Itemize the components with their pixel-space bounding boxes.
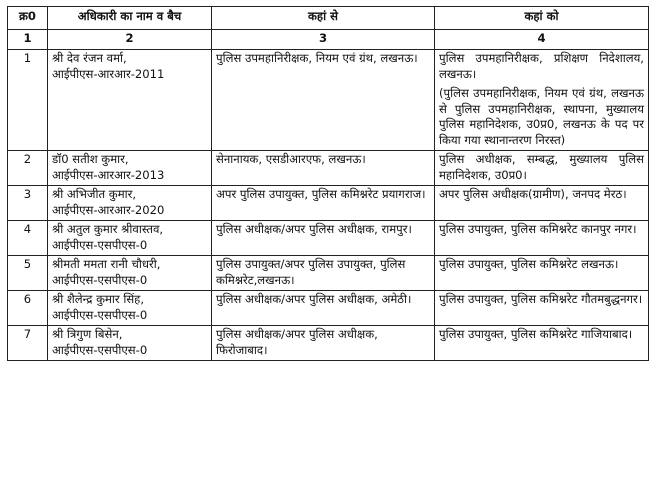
officer-name: डॉ0 सतीश कुमार,: [52, 152, 129, 166]
from-posting: पुलिस अधीक्षक/अपर पुलिस अधीक्षक, रामपुर।: [212, 221, 435, 256]
header-serial: क्र0: [8, 7, 48, 30]
from-posting: अपर पुलिस उपायुक्त, पुलिस कमिश्नरेट प्रयागराज।: [212, 186, 435, 221]
officer-cell: [48, 221, 212, 256]
column-index: 1: [8, 30, 48, 50]
officer-name: श्री अभिजीत कुमार,: [52, 187, 137, 201]
officer-name: श्री देव रंजन वर्मा,: [52, 51, 127, 65]
officer-batch: आईपीएस-आरआर-2013: [52, 167, 165, 182]
table-row: [8, 151, 649, 186]
to-posting: पुलिस उपायुक्त, पुलिस कमिश्नरेट लखनऊ।: [435, 256, 649, 291]
table-row: [8, 50, 649, 151]
from-posting: पुलिस उपायुक्त/अपर पुलिस उपायुक्त, पुलिस कमिश्नरेट,लखनऊ।: [212, 256, 435, 291]
transfer-list: [7, 6, 649, 361]
cancellation-note: (पुलिस उपमहानिरीक्षक, नियम एवं ग्रंथ, लखनऊ से पुलिस उपमहानिरीक्षक, स्थापना, मुख्यालय पुलिस महानिदेशक, उ0प्र0, लखनऊ के पद पर किया गया स्थानान्तरण निरस्त): [439, 86, 644, 147]
officer-cell: [48, 186, 212, 221]
column-index: 2: [48, 30, 212, 50]
serial-number: 3: [8, 186, 48, 221]
transfer-table: [7, 6, 649, 361]
serial-number: 4: [8, 221, 48, 256]
column-index: 4: [435, 30, 649, 50]
officer-cell: [48, 291, 212, 326]
officer-cell: [48, 326, 212, 361]
officer-name: श्री शैलेन्द्र कुमार सिंह,: [52, 292, 145, 306]
serial-number: 7: [8, 326, 48, 361]
to-posting: पुलिस उपमहानिरीक्षक, प्रशिक्षण निदेशालय, लखनऊ।: [439, 51, 644, 81]
to-posting-cell: [435, 50, 649, 151]
officer-name: श्रीमती ममता रानी चौधरी,: [52, 257, 161, 271]
header-row: [8, 7, 649, 30]
from-posting: पुलिस अधीक्षक/अपर पुलिस अधीक्षक, फिरोजाबाद।: [212, 326, 435, 361]
officer-cell: [48, 256, 212, 291]
officer-cell: [48, 50, 212, 151]
header-from: कहां से: [212, 7, 435, 30]
officer-batch: आईपीएस-एसपीएस-0: [52, 272, 148, 287]
serial-number: 6: [8, 291, 48, 326]
to-posting: पुलिस अधीक्षक, सम्बद्ध, मुख्यालय पुलिस महानिदेशक, उ0प्र0।: [435, 151, 649, 186]
column-index-row: [8, 30, 649, 50]
table-row: [8, 221, 649, 256]
header-to: कहां को: [435, 7, 649, 30]
table-row: [8, 186, 649, 221]
officer-name: श्री त्रिगुण बिसेन,: [52, 327, 123, 341]
to-posting: पुलिस उपायुक्त, पुलिस कमिश्नरेट कानपुर नगर।: [435, 221, 649, 256]
table-row: [8, 291, 649, 326]
column-index: 3: [212, 30, 435, 50]
to-posting: पुलिस उपायुक्त, पुलिस कमिश्नरेट गौतमबुद्धनगर।: [435, 291, 649, 326]
serial-number: 1: [8, 50, 48, 151]
serial-number: 2: [8, 151, 48, 186]
to-posting: अपर पुलिस अधीक्षक(ग्रामीण), जनपद मेरठ।: [435, 186, 649, 221]
officer-name: श्री अतुल कुमार श्रीवास्तव,: [52, 222, 164, 236]
officer-batch: आईपीएस-आरआर-2020: [52, 202, 165, 217]
header-officer-name-batch: अधिकारी का नाम व बैच: [48, 7, 212, 30]
officer-batch: आईपीएस-एसपीएस-0: [52, 342, 148, 357]
table-row: [8, 256, 649, 291]
from-posting: पुलिस उपमहानिरीक्षक, नियम एवं ग्रंथ, लखनऊ।: [212, 50, 435, 151]
officer-batch: आईपीएस-एसपीएस-0: [52, 307, 148, 322]
from-posting: पुलिस अधीक्षक/अपर पुलिस अधीक्षक, अमेठी।: [212, 291, 435, 326]
to-posting: पुलिस उपायुक्त, पुलिस कमिश्नरेट गाजियाबाद।: [435, 326, 649, 361]
table-row: [8, 326, 649, 361]
from-posting: सेनानायक, एसडीआरएफ, लखनऊ।: [212, 151, 435, 186]
officer-batch: आईपीएस-आरआर-2011: [52, 66, 165, 81]
officer-batch: आईपीएस-एसपीएस-0: [52, 237, 148, 252]
serial-number: 5: [8, 256, 48, 291]
officer-cell: [48, 151, 212, 186]
